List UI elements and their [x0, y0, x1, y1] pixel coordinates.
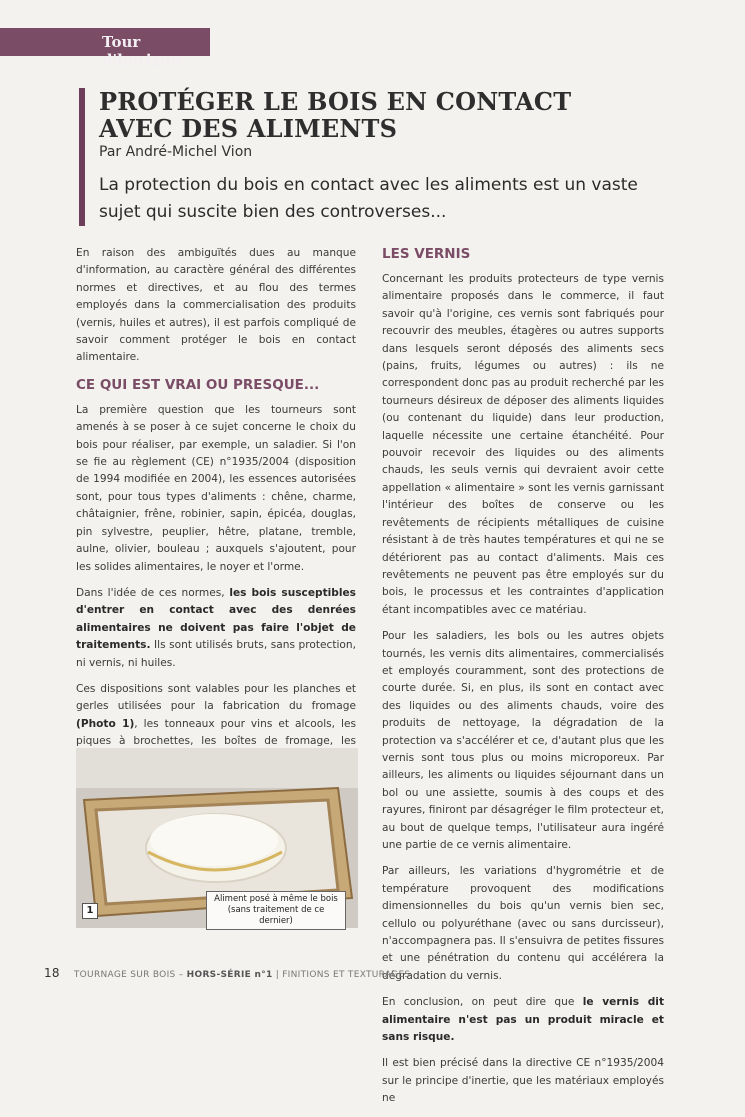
- photo-number: 1: [82, 903, 98, 919]
- photo-reference: (Photo 1): [76, 717, 135, 730]
- footer-section: FINITIONS ET TEXTURAGES: [282, 970, 411, 980]
- text-run: , les tonneaux pour vins et alcools, les piques à brochettes, les boîtes de fromage, les: [76, 717, 357, 748]
- caption-line-2: (sans traitement de ce dernier): [227, 905, 325, 926]
- page-footer: [44, 966, 410, 980]
- journal-name: TOURNAGE SUR BOIS –: [73, 970, 187, 980]
- subheading-vrai: CE QUI EST VRAI OU PRESQUE...: [76, 376, 320, 393]
- paragraph: Pour les saladiers, les bols ou les autres objets tournés, les vernis dits alimentaires, commercialisés et employés couramment, sont des protections de courte durée. Si, en plus, ils sont en contact avec des liquides ou des aliments chauds, voire des produits de nettoyage, la dégradation de la protection va s'accélérer et ce, d'autant plus que les vernis sont tous plus ou moins microporeux. Par ailleurs, les aliments ou liquides séjournant dans un bol ou une assiette, soumis à des coups et des rayures, finiront par désagréger le film protecteur et, au bout de quelque temps, l'utilisateur aura ingéré une partie de ce vernis alimentaire.: [382, 630, 664, 851]
- paragraph: En raison des ambiguïtés dues au manque d'information, au caractère général des différentes normes et directives, et au flou des termes employés dans la commercialisation des produits (vernis, huiles et autres), il est parfois compliqué de savoir comment protéger le bois en contact alimentaire.: [76, 247, 356, 364]
- paragraph: Par ailleurs, les variations d'hygrométrie et de température provoquent des modifications dimensionnelles du bois qu'un vernis bien sec, cellulo ou polyuréthane (avec ou sans durcisseur), n'accompagnera pas. Il s'ensuivra de petites fissures et une pénétration du contenu qui accélérera la dégradation du vernis.: [382, 865, 664, 982]
- issue-label: HORS-SÉRIE n°1: [186, 970, 273, 980]
- text-run: Ces dispositions sont valables pour les planches et gerles utilisées pour la fabrication du fromage: [76, 682, 356, 713]
- paragraph: La première question que les tourneurs sont amenés à se poser à ce sujet concerne le choix du bois pour réaliser, par exemple, un saladier. Si l'on se fie au règlement (CE) n°1935/2004 (disposition de 1994 modifiée en 2004), les essences autorisées sont, pour tous types d'aliments : chêne, charme, châtaignier, frêne, robinier, sapin, épicéa, douglas, pin sylvestre, peuplier, hêtre, platane, tremble, aulne, olivier, bouleau ; auxquels s'ajoutent, pour les solides alimentaires, le noyer et l'orme.: [76, 403, 356, 573]
- headline-line-1: PROTÉGER LE BOIS EN CONTACT: [99, 87, 572, 116]
- intro-line-2: sujet qui suscite bien des controverses...: [99, 202, 447, 222]
- paragraph: [76, 585, 356, 672]
- emphasis: le vernis dit alimentaire n'est pas un produit miracle et sans risque.: [382, 996, 665, 1044]
- intro: [99, 172, 679, 226]
- page-number: 18: [44, 966, 60, 980]
- subheading-vernis: LES VERNIS: [382, 246, 471, 262]
- cheese-photo: [76, 748, 358, 928]
- emphasis: les bois susceptibles d'entrer en contact avec des denrées alimentaires ne doivent pas faire l'objet de traitements.: [76, 586, 356, 652]
- text-run: En conclusion, on peut dire que: [382, 996, 583, 1009]
- caption-line-1: Aliment posé à même le bois: [214, 894, 338, 904]
- text-run: Dans l'idée de ces normes,: [76, 586, 230, 599]
- title-block: [79, 88, 679, 226]
- section-tag: Tour d'horizon: [0, 28, 210, 56]
- text-run: Ils sont utilisés bruts, sans protection, ni vernis, ni huiles.: [76, 639, 356, 669]
- right-column: [382, 245, 664, 1117]
- byline: Par André-Michel Vion: [99, 144, 253, 160]
- paragraph: Il est bien précisé dans la directive CE n°1935/2004 sur le principe d'inertie, que les matériaux employés ne: [382, 1057, 664, 1105]
- intro-line-1: La protection du bois en contact avec les aliments est un vaste: [99, 175, 638, 195]
- paragraph: [382, 994, 664, 1046]
- headline: [99, 88, 679, 142]
- headline-line-2: AVEC DES ALIMENTS: [99, 114, 398, 143]
- paragraph: Concernant les produits protecteurs de type vernis alimentaire proposés dans le commerce, il faut savoir qu'à l'origine, ces vernis sont fabriqués pour recouvrir des meubles, étagères ou autres supports dans lesquels seront déposés des aliments secs (pains, fruits, légumes ou autres) : ils ne correspondent donc pas au produit recherché par les tourneurs désireux de déposer des aliments liquides (ou contenant du liquide) dans leur production, laquelle nécessite une certaine étanchéité. Pour pouvoir recevoir des liquides ou des aliments chauds, les seuls vernis qui devraient avoir cette appellation « alimentaire » sont les vernis garnissant l'intérieur des boîtes de conserve ou les revêtements de récipients métalliques de cuisine résistant à de très hautes températures et qui ne se détériorent pas au contact d'aliments. Mais ces revêtements ne peuvent pas être employés sur du bois, le processus et les contraintes d'application étant incompatibles avec ce matériau.: [382, 273, 664, 616]
- footer-separator: |: [272, 970, 283, 980]
- photo-caption: [206, 891, 346, 930]
